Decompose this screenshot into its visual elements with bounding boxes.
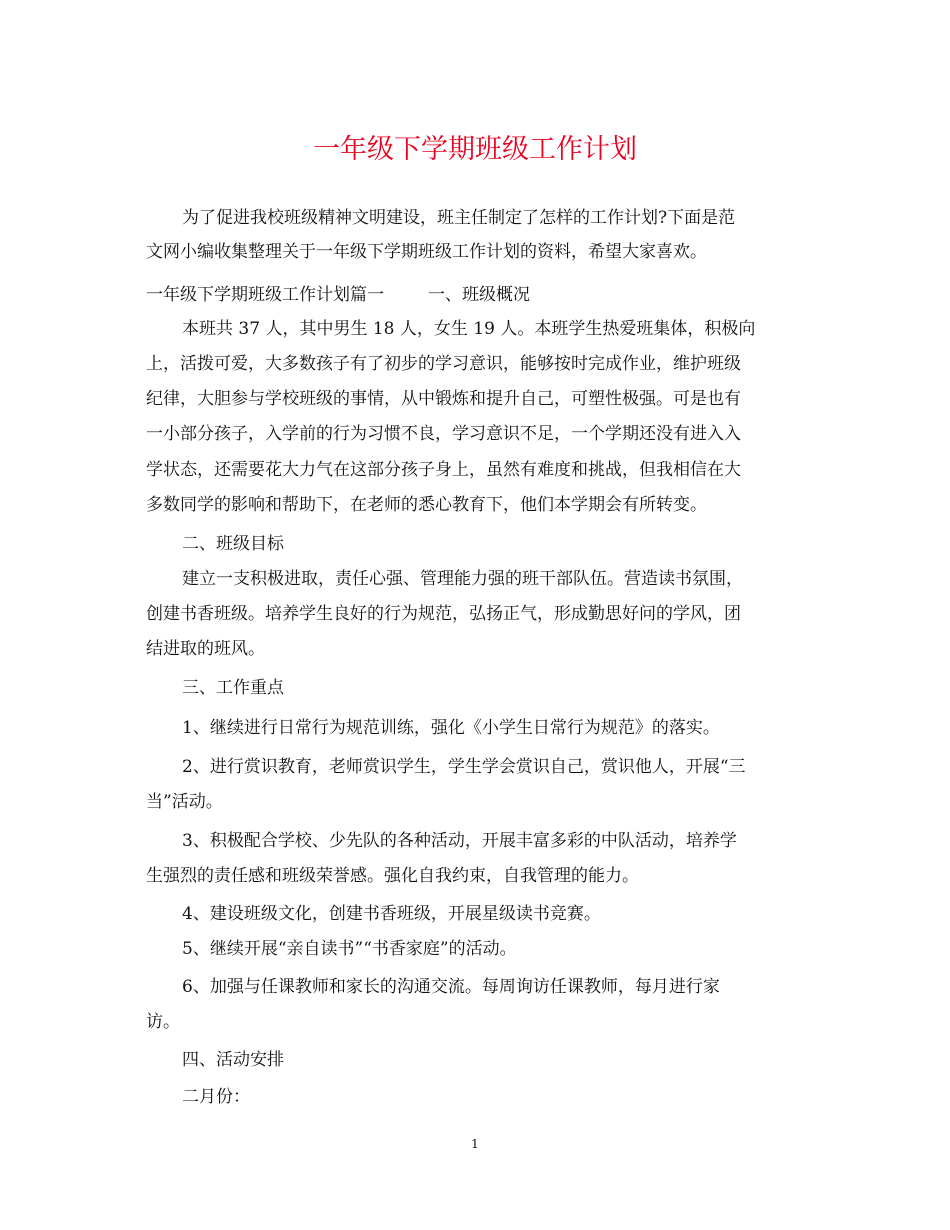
paragraph-line: 建立一支积极进取，责任心强、管理能力强的班干部队伍。营造读书氛围，: [182, 569, 743, 589]
intro-line: 为了促进我校班级精神文明建设，班主任制定了怎样的工作计划?下面是范: [182, 208, 736, 228]
paragraph-line: 纪律，大胆参与学校班级的事情，从中锻炼和提升自己，可塑性极强。可是也有: [146, 389, 741, 409]
list-item: 6、加强与任课教师和家长的沟通交流。每周询访任课教师，每月进行家: [182, 977, 720, 997]
intro-line: 文网小编收集整理关于一年级下学期班级工作计划的资料，希望大家喜欢。: [146, 242, 707, 262]
section-heading: 二、班级目标: [182, 534, 284, 554]
page-number: 1: [471, 1137, 479, 1151]
list-item: 1、继续进行日常行为规范训练，强化《小学生日常行为规范》的落实。: [182, 718, 720, 738]
paragraph-line: 创建书香班级。培养学生良好的行为规范，弘扬正气，形成勤思好问的学风，团: [146, 604, 741, 624]
list-item-continuation: 访。: [146, 1012, 180, 1032]
section-heading: 一、班级概况: [428, 285, 530, 305]
paragraph-line: 一小部分孩子，入学前的行为习惯不良，学习意识不足，一个学期还没有进入入: [146, 424, 741, 444]
section-heading: 四、活动安排: [182, 1050, 284, 1070]
article-heading: 一年级下学期班级工作计划篇一: [146, 285, 384, 305]
paragraph-line: 结进取的班风。: [146, 639, 265, 659]
article-heading-line: [146, 283, 806, 307]
paragraph-line: 上，活拨可爱，大多数孩子有了初步的学习意识，能够按时完成作业，维护班级: [146, 354, 741, 374]
section-heading: 三、工作重点: [182, 678, 284, 698]
list-item-continuation: 当”活动。: [146, 792, 223, 812]
document-title: 一年级下学期班级工作计划: [313, 134, 637, 165]
paragraph-line: 学状态，还需要花大力气在这部分孩子身上，虽然有难度和挑战，但我相信在大: [146, 460, 741, 480]
list-item-continuation: 生强烈的责任感和班级荣誉感。强化自我约束，自我管理的能力。: [146, 866, 639, 886]
paragraph-line: 多数同学的影响和帮助下，在老师的悉心教育下，他们本学期会有所转变。: [146, 495, 707, 515]
list-item: 5、继续开展“亲自读书”“书香家庭”的活动。: [182, 939, 517, 959]
list-item: 2、进行赏识教育，老师赏识学生，学生学会赏识自己，赏识他人，开展“三: [182, 757, 746, 777]
month-heading: 二月份：: [182, 1087, 250, 1107]
list-item: 4、建设班级文化，创建书香班级，开展星级读书竞赛。: [182, 904, 601, 924]
list-item: 3、积极配合学校、少先队的各种活动，开展丰富多彩的中队活动，培养学: [182, 831, 737, 851]
paragraph-line: 本班共 37 人，其中男生 18 人，女生 19 人。本班学生热爱班集体，积极向: [182, 319, 756, 339]
